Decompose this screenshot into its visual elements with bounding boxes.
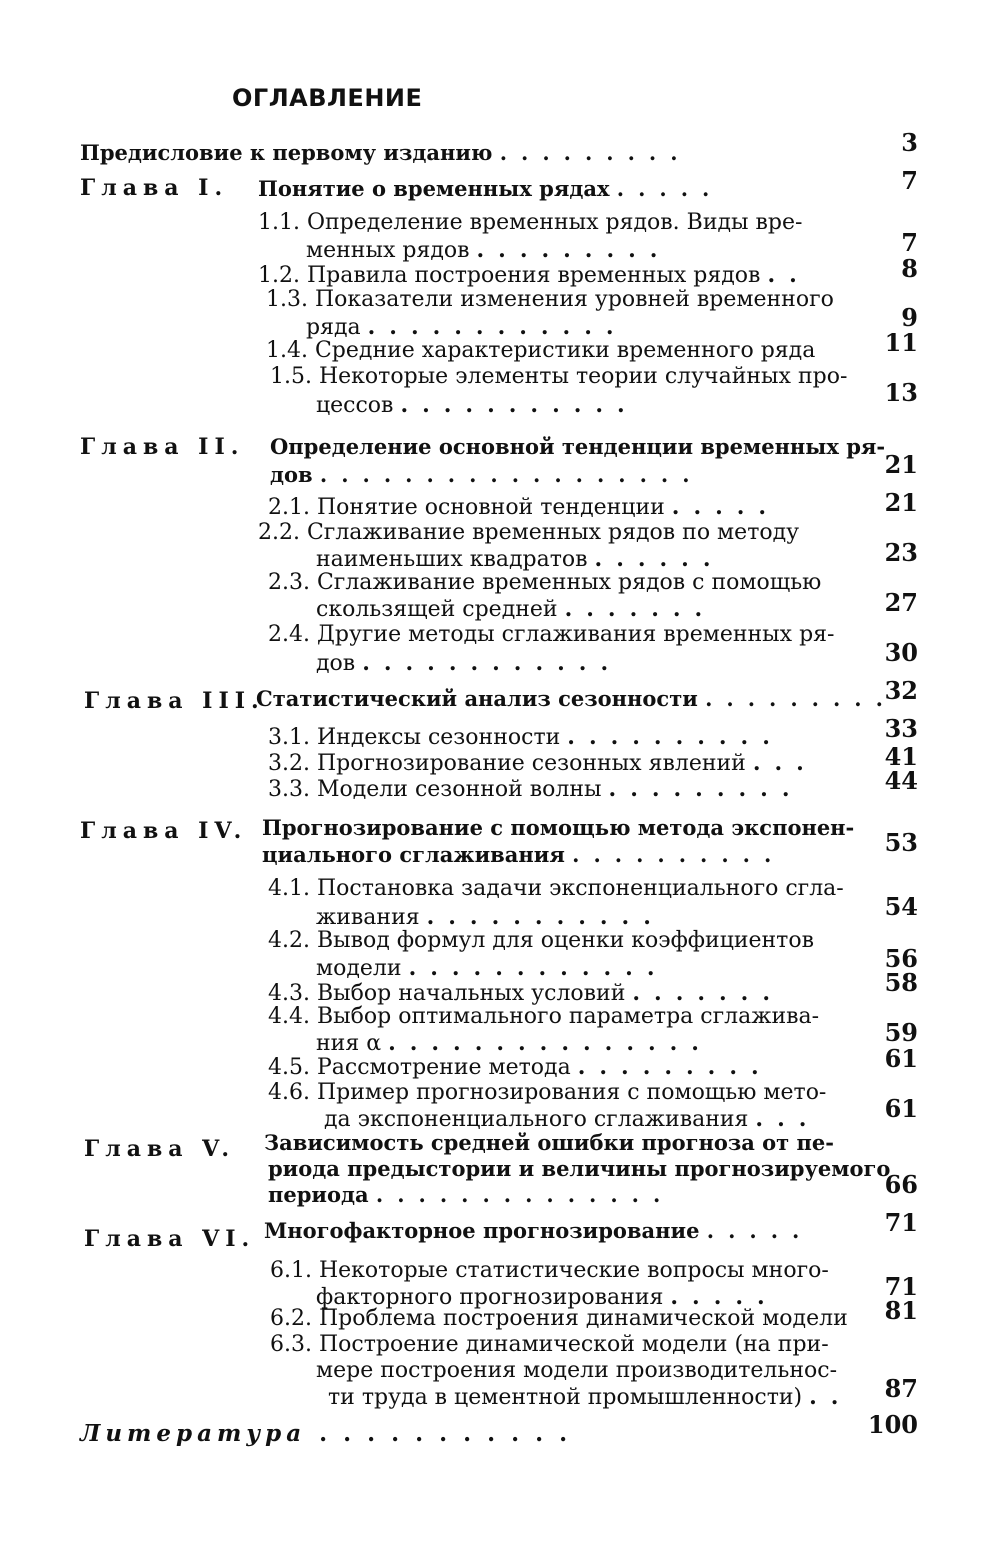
chapter-5-title-cont: риода предыстории и величины прогнозируемого (268, 1156, 891, 1181)
section-4-1-cont: живания ........... (316, 904, 665, 930)
chapter-6-title: Многофакторное прогнозирование ..... (264, 1218, 814, 1243)
chapter-4-label: Глава IV. (80, 818, 248, 844)
section-2-4-cont: дов ............ (316, 650, 623, 676)
section-6-3-page: 87 (884, 1374, 918, 1403)
section-6-3-cont2: ти труда в цементной промышленности) .. (328, 1384, 853, 1410)
section-2-3-page: 27 (884, 588, 918, 617)
section-6-1: 6.1. Некоторые статистические вопросы много- (270, 1258, 829, 1283)
section-4-6: 4.6. Пример прогнозирования с помощью мето- (268, 1080, 827, 1105)
section-1-2: 1.2. Правила построения временных рядов .. (258, 262, 811, 288)
section-4-5: 4.5. Рассмотрение метода ......... (268, 1054, 773, 1080)
section-3-1: 3.1. Индексы сезонности .......... (268, 724, 784, 750)
chapter-5-page: 66 (884, 1170, 918, 1199)
section-1-1: 1.1. Определение временных рядов. Виды вре- (258, 210, 803, 235)
chapter-4-title-cont: циального сглаживания .......... (262, 842, 786, 867)
section-2-1: 2.1. Понятие основной тенденции ..... (268, 494, 781, 520)
section-2-2-cont: наименьших квадратов ...... (316, 546, 725, 572)
section-2-1-page: 21 (884, 488, 918, 517)
section-1-4-page: 11 (884, 328, 918, 357)
chapter-4-title: Прогнозирование с помощью метода экспонен- (262, 815, 855, 840)
section-6-2-page: 81 (884, 1296, 918, 1325)
section-4-4-page: 59 (884, 1018, 918, 1047)
section-3-1-page: 33 (884, 714, 918, 743)
section-1-2-page: 8 (901, 254, 918, 283)
section-3-2: 3.2. Прогнозирование сезонных явлений ... (268, 750, 818, 776)
section-4-1-page: 54 (884, 892, 918, 921)
section-3-2-page: 41 (884, 742, 918, 771)
section-6-1-page: 71 (884, 1272, 918, 1301)
chapter-2-label: Глава II. (80, 434, 245, 460)
chapter-3-label: Глава III. (84, 688, 265, 714)
section-3-3-page: 44 (884, 766, 918, 795)
section-1-3: 1.3. Показатели изменения уровней временного (266, 287, 834, 312)
chapter-6-page: 71 (884, 1208, 918, 1237)
section-4-2-cont: модели ............ (316, 955, 669, 981)
section-1-3-cont: ряда ............ (306, 314, 628, 340)
chapter-2-title-cont: дов .................. (270, 462, 704, 487)
section-4-2-page: 56 (884, 944, 918, 973)
section-4-1: 4.1. Постановка задачи экспоненциального сгла- (268, 876, 844, 901)
chapter-5-title-cont2: периода .............. (268, 1182, 675, 1207)
section-1-5-page: 13 (884, 378, 918, 407)
chapter-3-title: Статистический анализ сезонности ......... (256, 686, 897, 711)
chapter-1-label: Глава I. (80, 175, 229, 201)
section-1-5-cont: цессов ........... (316, 392, 639, 418)
chapter-1-page: 7 (901, 166, 918, 195)
page-title: ОГЛАВЛЕНИЕ (232, 84, 423, 112)
section-2-3: 2.3. Сглаживание временных рядов с помощью (268, 570, 822, 595)
section-1-5: 1.5. Некоторые элементы теории случайных про- (270, 364, 848, 389)
chapter-2-title: Определение основной тенденции временных ря- (270, 434, 886, 459)
chapter-4-page: 53 (884, 828, 918, 857)
chapter-3-page: 32 (884, 676, 918, 705)
preface-page: 3 (901, 128, 918, 157)
section-4-6-page: 61 (884, 1094, 918, 1123)
section-4-4-cont: ния α ............... (316, 1030, 713, 1056)
section-4-3-page: 58 (884, 968, 918, 997)
chapter-5-label: Глава V. (84, 1136, 236, 1162)
section-1-4: 1.4. Средние характеристики временного ряда (266, 338, 816, 363)
section-3-3: 3.3. Модели сезонной волны ......... (268, 776, 804, 802)
preface-label: Предисловие к первому изданию ......... (80, 140, 692, 165)
section-6-1-cont: факторного прогнозирования ..... (316, 1284, 779, 1310)
section-2-2-page: 23 (884, 538, 918, 567)
literature-label: Литература ........... (80, 1420, 584, 1447)
chapter-5-title: Зависимость средней ошибки прогноза от пе- (264, 1130, 834, 1155)
section-4-2: 4.2. Вывод формул для оценки коэффициентов (268, 928, 814, 953)
section-1-1-cont: менных рядов ......... (306, 237, 672, 263)
section-4-4: 4.4. Выбор оптимального параметра сглажива- (268, 1004, 820, 1029)
section-4-3: 4.3. Выбор начальных условий ....... (268, 980, 785, 1006)
section-4-6-cont: да экспоненциального сглаживания ... (324, 1106, 821, 1132)
section-6-3: 6.3. Построение динамической модели (на при- (270, 1332, 829, 1357)
chapter-2-page: 21 (884, 450, 918, 479)
chapter-6-label: Глава VI. (84, 1226, 256, 1252)
section-2-4-page: 30 (884, 638, 918, 667)
section-1-3-page: 9 (901, 303, 918, 332)
section-4-5-page: 61 (884, 1044, 918, 1073)
section-6-3-cont: мере построения модели производительнос- (316, 1358, 838, 1383)
section-6-2: 6.2. Проблема построения динамической модели (270, 1306, 848, 1331)
section-2-3-cont: скользящей средней ....... (316, 596, 717, 622)
chapter-1-title: Понятие о временных рядах ..... (258, 176, 724, 201)
section-1-1-page: 7 (901, 228, 918, 257)
literature-page: 100 (867, 1410, 918, 1439)
section-2-4: 2.4. Другие методы сглаживания временных ря- (268, 622, 835, 647)
section-2-2: 2.2. Сглаживание временных рядов по методу (258, 520, 800, 545)
